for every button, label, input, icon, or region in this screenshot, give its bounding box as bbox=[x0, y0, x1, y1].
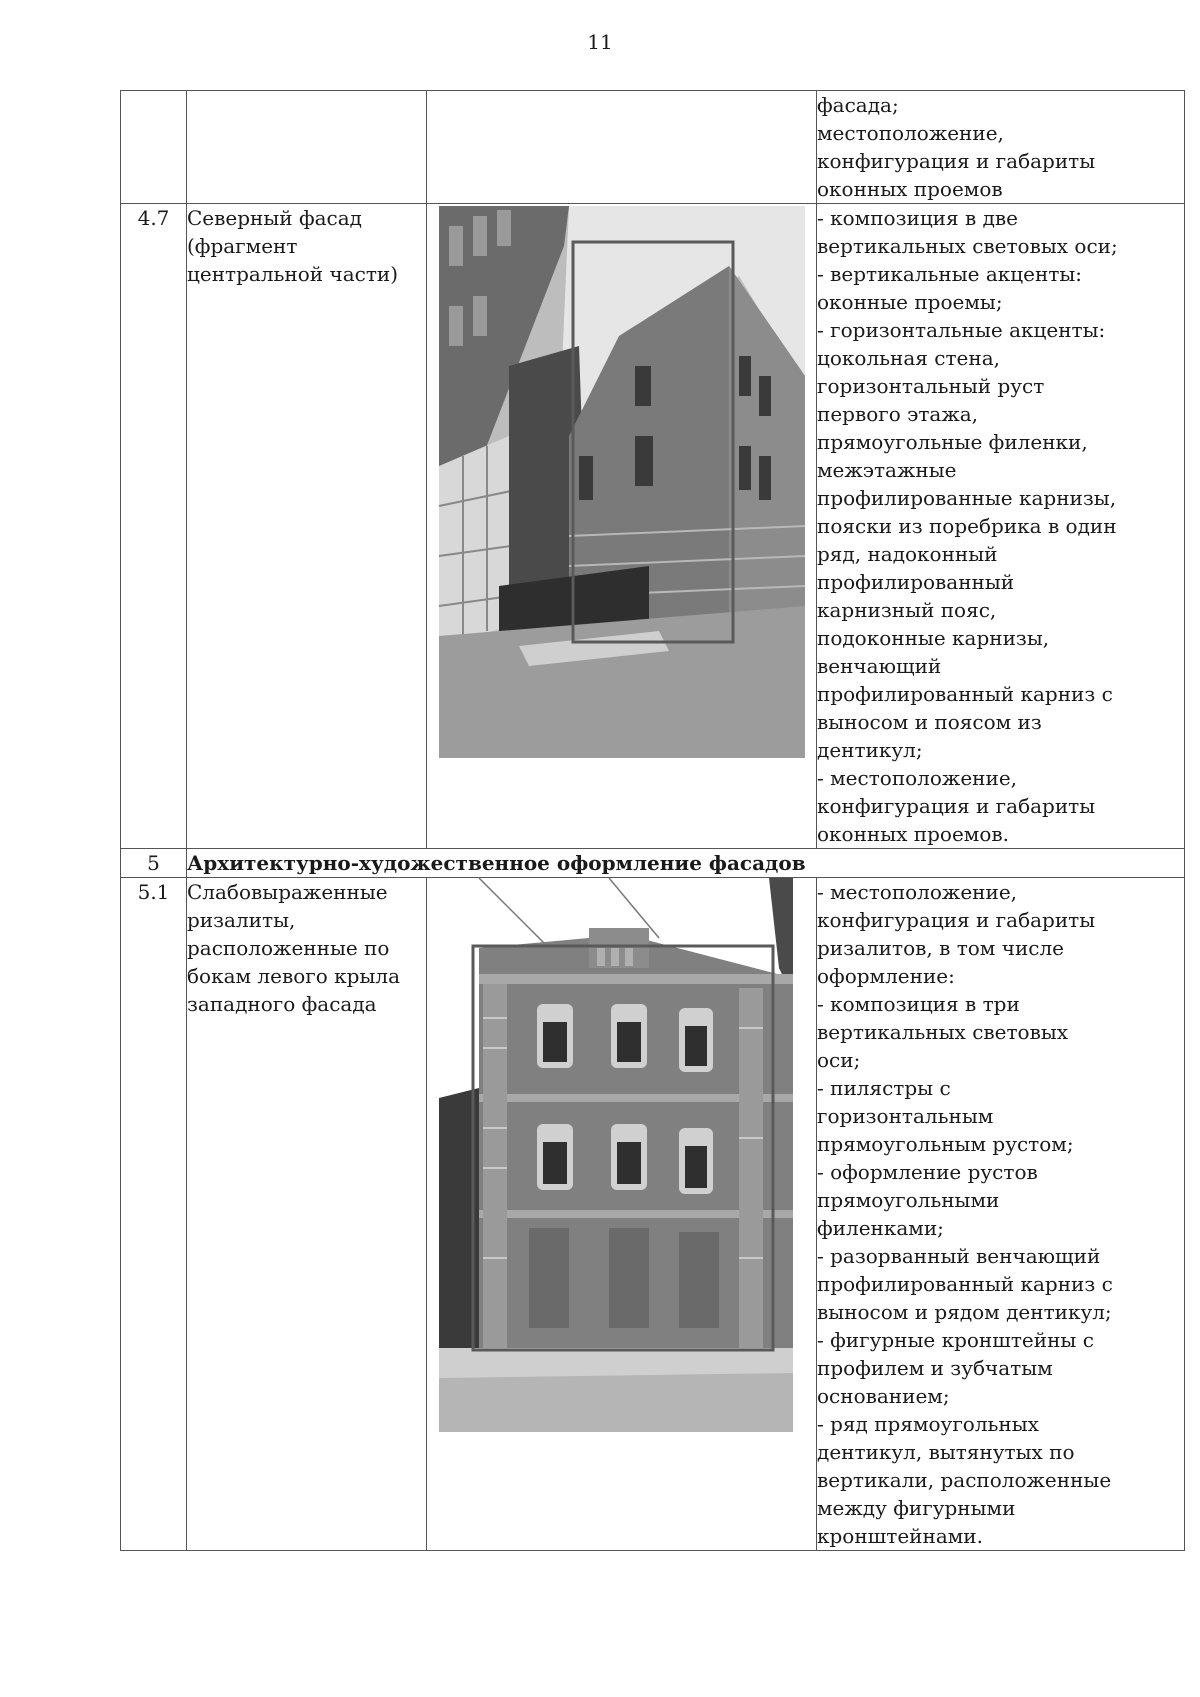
description-line: профилем и зубчатым bbox=[817, 1356, 1053, 1380]
description-line: прямоугольным рустом; bbox=[817, 1132, 1074, 1156]
building-north-facade-photo bbox=[427, 204, 817, 810]
description-line: конфигурация и габариты bbox=[817, 149, 1096, 173]
table-row bbox=[121, 204, 1185, 849]
description-line: - местоположение, bbox=[817, 880, 1018, 904]
description-line: конфигурация и габариты bbox=[817, 794, 1096, 818]
photo-cell bbox=[427, 91, 817, 204]
table-row bbox=[121, 91, 1185, 204]
description-line: профилированный bbox=[817, 570, 1015, 594]
description-line: дентикул, вытянутых по bbox=[817, 1440, 1075, 1464]
table-row bbox=[121, 878, 1185, 1551]
description-line: филенками; bbox=[817, 1216, 944, 1240]
description-line: оформление: bbox=[817, 964, 955, 988]
description-line: вертикали, расположенные bbox=[817, 1468, 1112, 1492]
element-name-cell bbox=[187, 204, 427, 849]
description-line: между фигурными bbox=[817, 1496, 1016, 1520]
row-number bbox=[121, 91, 187, 204]
description-line: дентикул; bbox=[817, 738, 923, 762]
element-name-cell bbox=[187, 91, 427, 204]
description-line: ряд, надоконный bbox=[817, 542, 998, 566]
description-line: - композиция в две bbox=[817, 206, 1019, 230]
page-number: 11 bbox=[587, 30, 613, 54]
description-line: оконных проемов bbox=[817, 177, 1003, 201]
building-west-facade-photo bbox=[427, 878, 817, 1438]
description-line: карнизный пояс, bbox=[817, 598, 997, 622]
row-number: 5.1 bbox=[121, 878, 187, 1551]
description-line: - местоположение, bbox=[817, 766, 1018, 790]
element-name-cell bbox=[187, 878, 427, 1551]
description-line: - ряд прямоугольных bbox=[817, 1412, 1039, 1436]
description-line: - вертикальные акценты: bbox=[817, 262, 1083, 286]
description-line: первого этажа, bbox=[817, 402, 979, 426]
element-name-line: бокам левого крыла bbox=[187, 964, 400, 988]
description-line: конфигурация и габариты bbox=[817, 908, 1096, 932]
description-line: горизонтальный руст bbox=[817, 374, 1045, 398]
description-line: основанием; bbox=[817, 1384, 950, 1408]
description-line: пояски из поребрика в один bbox=[817, 514, 1117, 538]
description-line: подоконные карнизы, bbox=[817, 626, 1050, 650]
description-line: - композиция в три bbox=[817, 992, 1020, 1016]
description-line: вертикальных световых bbox=[817, 1020, 1069, 1044]
description-cell bbox=[817, 91, 1185, 204]
description-line: - фигурные кронштейны с bbox=[817, 1328, 1094, 1352]
heritage-elements-table bbox=[120, 90, 1185, 1551]
description-line: - разорванный венчающий bbox=[817, 1244, 1101, 1268]
row-number: 4.7 bbox=[121, 204, 187, 849]
description-line: венчающий bbox=[817, 654, 942, 678]
element-name-line: ризалиты, bbox=[187, 908, 296, 932]
element-name-line: центральной части) bbox=[187, 262, 399, 286]
description-line: горизонтальным bbox=[817, 1104, 994, 1128]
photo-cell bbox=[427, 204, 817, 849]
description-line: оконных проемов. bbox=[817, 822, 1010, 846]
photo-cell bbox=[427, 878, 817, 1551]
element-name-line: Северный фасад bbox=[187, 206, 362, 230]
section-header-row bbox=[121, 849, 1185, 878]
description-line: выносом и поясом из bbox=[817, 710, 1042, 734]
description-line: цокольная стена, bbox=[817, 346, 1000, 370]
element-name-line: (фрагмент bbox=[187, 234, 298, 258]
section-title: Архитектурно-художественное оформление фасадов bbox=[187, 849, 1185, 878]
description-line: профилированный карниз с bbox=[817, 1272, 1113, 1296]
section-number: 5 bbox=[121, 849, 187, 878]
description-line: оси; bbox=[817, 1048, 861, 1072]
description-line: - пилястры с bbox=[817, 1076, 951, 1100]
description-cell bbox=[817, 878, 1185, 1551]
description-cell bbox=[817, 204, 1185, 849]
element-name-line: Слабовыраженные bbox=[187, 880, 388, 904]
description-line: межэтажные bbox=[817, 458, 957, 482]
description-line: ризалитов, в том числе bbox=[817, 936, 1065, 960]
description-line: фасада; bbox=[817, 93, 899, 117]
description-line: кронштейнами. bbox=[817, 1524, 983, 1548]
description-line: - оформление рустов bbox=[817, 1160, 1038, 1184]
description-line: оконные проемы; bbox=[817, 290, 1003, 314]
description-line: профилированные карнизы, bbox=[817, 486, 1117, 510]
element-name-line: расположенные по bbox=[187, 936, 390, 960]
element-name-line: западного фасада bbox=[187, 992, 377, 1016]
description-line: местоположение, bbox=[817, 121, 1004, 145]
description-line: профилированный карниз с bbox=[817, 682, 1113, 706]
description-line: - горизонтальные акценты: bbox=[817, 318, 1106, 342]
description-line: вертикальных световых оси; bbox=[817, 234, 1118, 258]
description-line: прямоугольные филенки, bbox=[817, 430, 1088, 454]
description-line: выносом и рядом дентикул; bbox=[817, 1300, 1112, 1324]
description-line: прямоугольными bbox=[817, 1188, 1000, 1212]
